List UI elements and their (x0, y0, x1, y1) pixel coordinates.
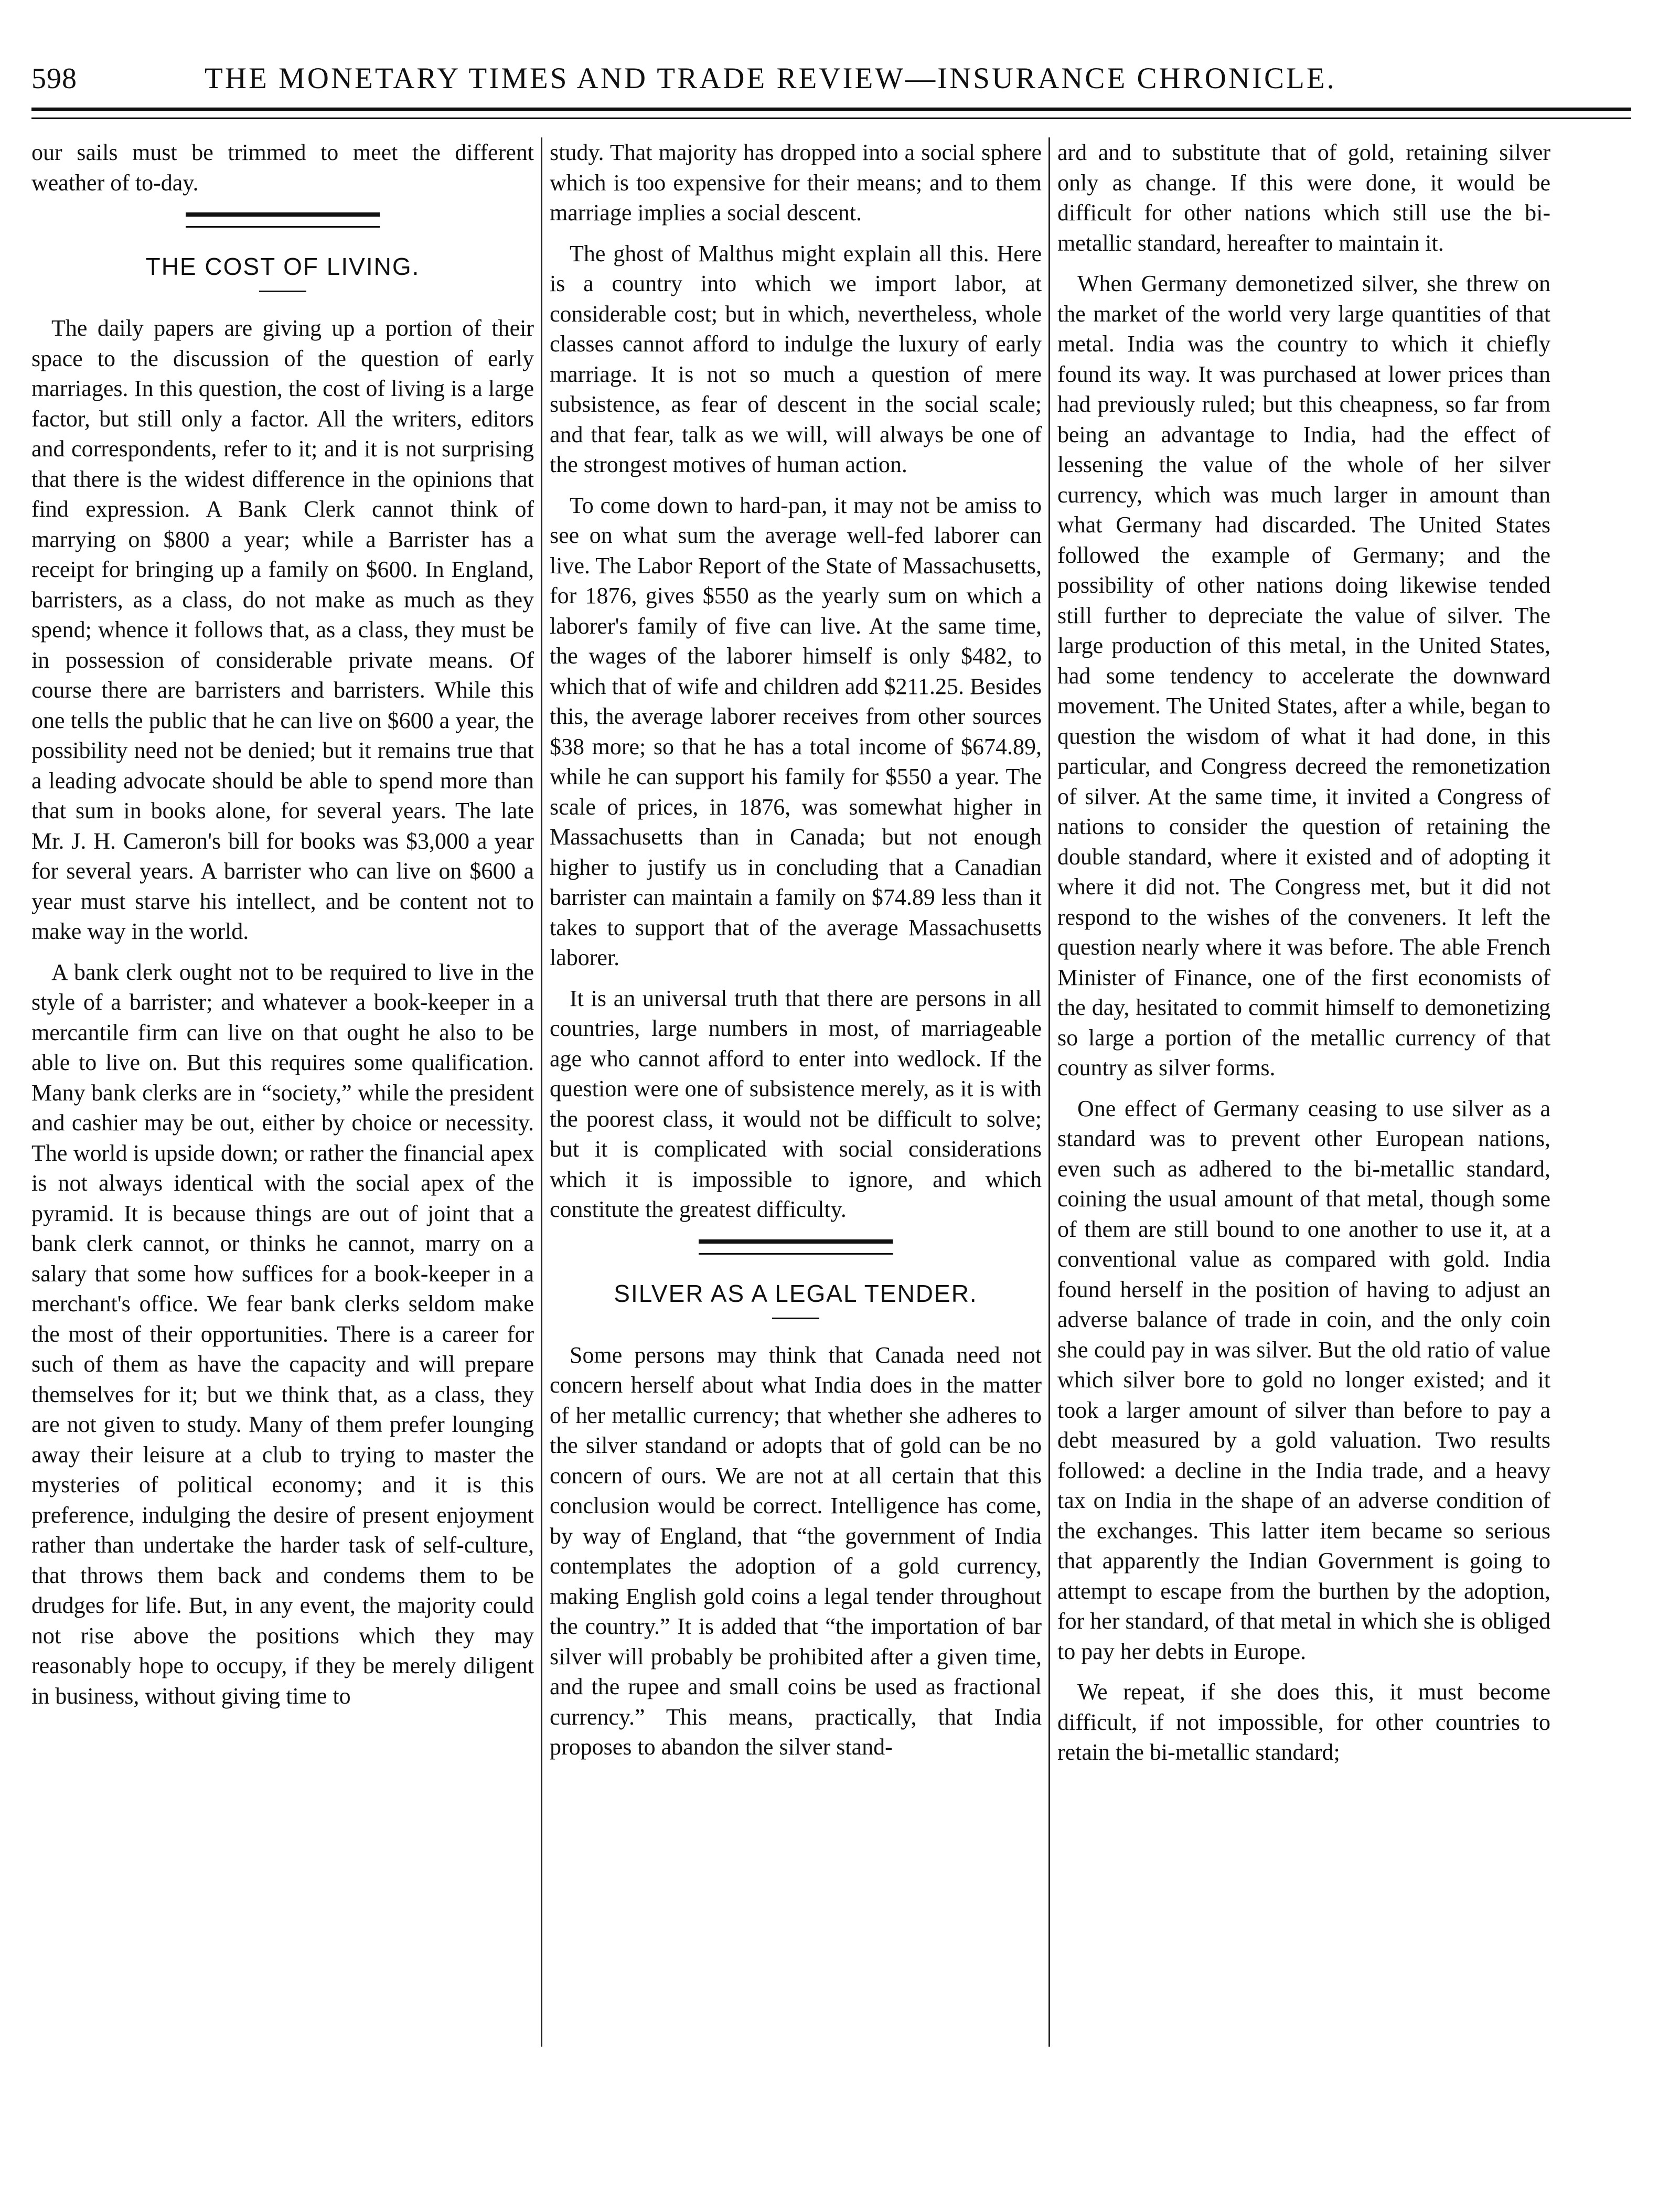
paragraph: To come down to hard-pan, it may not be amiss to see on what sum the average well-fed laborer can live. The Labor Report of the State of Massachusetts, for 1876, gives $550 as the yearly sum on which a laborer's family of five can live. At the same time, the wages of the laborer himself is only $482, to which that of wife and children add $211.25. Besides this, the average laborer receives from other sources $38 more; so that he has a total income of $674.89, while he can support his family for $550 a year. The scale of prices, in 1876, was somewhat higher in Massachusetts than in Canada; but not enough higher to justify us in concluding that a Canadian barrister can maintain a family on $74.89 less than it takes to support that of the average Massachusetts laborer. (550, 492, 1042, 970)
article-heading: THE COST OF LIVING. (145, 253, 420, 280)
header-rule-thick (31, 108, 1631, 111)
page-title: THE MONETARY TIMES AND TRADE REVIEW—INSURANCE CHRONICLE. (205, 62, 1336, 95)
column-1 (31, 137, 534, 1721)
paragraph: The ghost of Malthus might explain all this. Here is a country into which we import labor, at considerable cost; but in which, nevertheless, whole classes cannot afford to indulge the luxury of early marriage. It is not so much a question of mere subsistence, as fear of descent in the social scale; and that fear, talk as we will, will always be one of the strongest motives of human action. (550, 240, 1042, 477)
column-divider-2 (1048, 137, 1050, 2047)
section-rule (699, 1239, 893, 1255)
paragraph: The daily papers are giving up a portion of their space to the discussion of the question of early marriages. In this question, the cost of living is a large factor, but still only a factor. All the writers, editors and correspondents, refer to it; and it is not surprising that there is the widest difference in the opinions that find expression. A Bank Clerk cannot think of marrying on $800 a year; while a Barrister has a receipt for bringing up a family on $600. In England, barristers, as a class, do not make as much as they spend; whence it follows that, as a class, they must be in possession of considerable private means. Of course there are barristers and barristers. While this one tells the public that he can live on $600 a year, the possibility need not be denied; but it remains true that a leading advocate should be able to spend more than that sum in books alone, for several years. The late Mr. J. H. Cameron's bill for books was $3,000 a year for several years. A barrister who can live on $600 a year must starve his intellect, and be content not to make way in the world. (31, 315, 534, 944)
heading-underline (772, 1318, 819, 1319)
paragraph: When Germany demonetized silver, she threw on the market of the world very large quantities of that metal. India was the country to which it chiefly found its way. It was purchased at lower prices than had previously ruled; but this cheapness, so far from being an advantage to India, had the effect of lessening the value of the whole of her silver currency, which was much larger in amount than what Germany had discarded. The United States followed the example of Germany; and the possibility of other nations doing likewise tended still further to depreciate the value of silver. The large production of this metal, in the United States, had some tendency to accelerate the downward movement. The United States, after a while, began to question the wisdom of what it had done, in this particular, and Congress decreed the remonetization of silver. At the same time, it invited a Congress of nations to consider the question of retaining the double standard, where it existed and of adopting it where it did not. The Congress met, but it did not respond to the wishes of the conveners. It left the question nearly where it was before. The able French Minister of Finance, one of the first economists of the day, hesitated to commit himself to demonetizing so large a portion of the metallic currency of that country as silver forms. (1057, 271, 1550, 1080)
column-2 (550, 137, 1042, 1773)
paragraph: It is an universal truth that there are persons in all countries, large numbers in most, of marriageable age who cannot afford to enter into wedlock. If the question were one of subsistence merely, as it is with the poorest class, it would not be difficult to solve; but it is complicated with social considerations which it is impossible to ignore, and which constitute the greatest difficulty. (550, 985, 1042, 1222)
paragraph: A bank clerk ought not to be required to live in the style of a barrister; and whatever a book-keeper in a mercantile firm can live on that ought he also to be able to live on. But this requires some qualification. Many bank clerks are in “society,” while the president and cashier may be out, either by choice or necessity. The world is upside down; or rather the financial apex is not always identical with the social apex of the pyramid. It is because things are out of joint that a bank clerk cannot, or thinks he cannot, marry on a salary that some how suffices for a book-keeper in a merchant's office. We fear bank clerks seldom make the most of their opportunities. There is a career for such of them as have the capacity and will prepare themselves for it; but we think that, as a class, they are not given to study. Many of them prefer lounging away their leisure at a club to trying to master the mysteries of political economy; and it is this preference, indulging the desire of present enjoyment rather than undertake the harder task of self-culture, that throws them back and condems them to be drudges for life. But, in any event, the majority could not rise above the positions which they may reasonably hope to occupy, if they be merely diligent in business, without giving time to (31, 959, 534, 1709)
heading-underline (259, 291, 306, 292)
header-rule-thin (31, 117, 1631, 119)
section-rule (186, 212, 380, 228)
page-header (31, 58, 1631, 100)
paragraph: We repeat, if she does this, it must become difficult, if not impossible, for other countries to retain the bi-metallic standard; (1057, 1679, 1550, 1765)
page-number: 598 (31, 62, 77, 95)
column-divider-1 (541, 137, 542, 2047)
column-3 (1057, 137, 1550, 1778)
paragraph: study. That majority has dropped into a social sphere which is too expensive for their means; and to them marriage implies a social descent. (550, 140, 1042, 226)
paragraph: One effect of Germany ceasing to use silver as a standard was to prevent other European nations, even such as adhered to the bi-metallic standard, coining the usual amount of that metal, though some of them are still bound to one another to use it, at a conventional value as compared with gold. India found herself in the position of having to adjust an adverse balance of trade in coin, and the only coin she could pay in was silver. But the old ratio of value which silver bore to gold no longer existed; and it took a larger amount of silver than before to pay a debt measured by a gold valuation. Two results followed: a decline in the India trade, and a heavy tax on India in the shape of an adverse condition of the exchanges. This latter item became so serious that apparently the Indian Government is going to attempt to escape from the burthen by the adoption, for her standard, of that metal in which she is obliged to pay her debts in Europe. (1057, 1095, 1550, 1664)
paragraph: our sails must be trimmed to meet the different weather of to-day. (31, 140, 534, 196)
article-heading: SILVER AS A LEGAL TENDER. (614, 1279, 978, 1307)
paragraph: Some persons may think that Canada need not concern herself about what India does in the matter of her metallic currency; that whether she adheres to the silver standand or adopts that of gold can be no concern of ours. We are not at all certain that this conclusion would be correct. Intelligence has come, by way of England, that “the government of India contemplates the adoption of a gold currency, making English gold coins a legal tender throughout the country.” It is added that “the importation of bar silver will probably be prohibited after a given time, and the rupee and small coins be used as fractional currency.” This means, practically, that India proposes to abandon the silver stand- (550, 1342, 1042, 1760)
paragraph: ard and to substitute that of gold, retaining silver only as change. If this were done, it would be difficult for other nations which still use the bi-metallic standard, hereafter to maintain it. (1057, 140, 1550, 256)
